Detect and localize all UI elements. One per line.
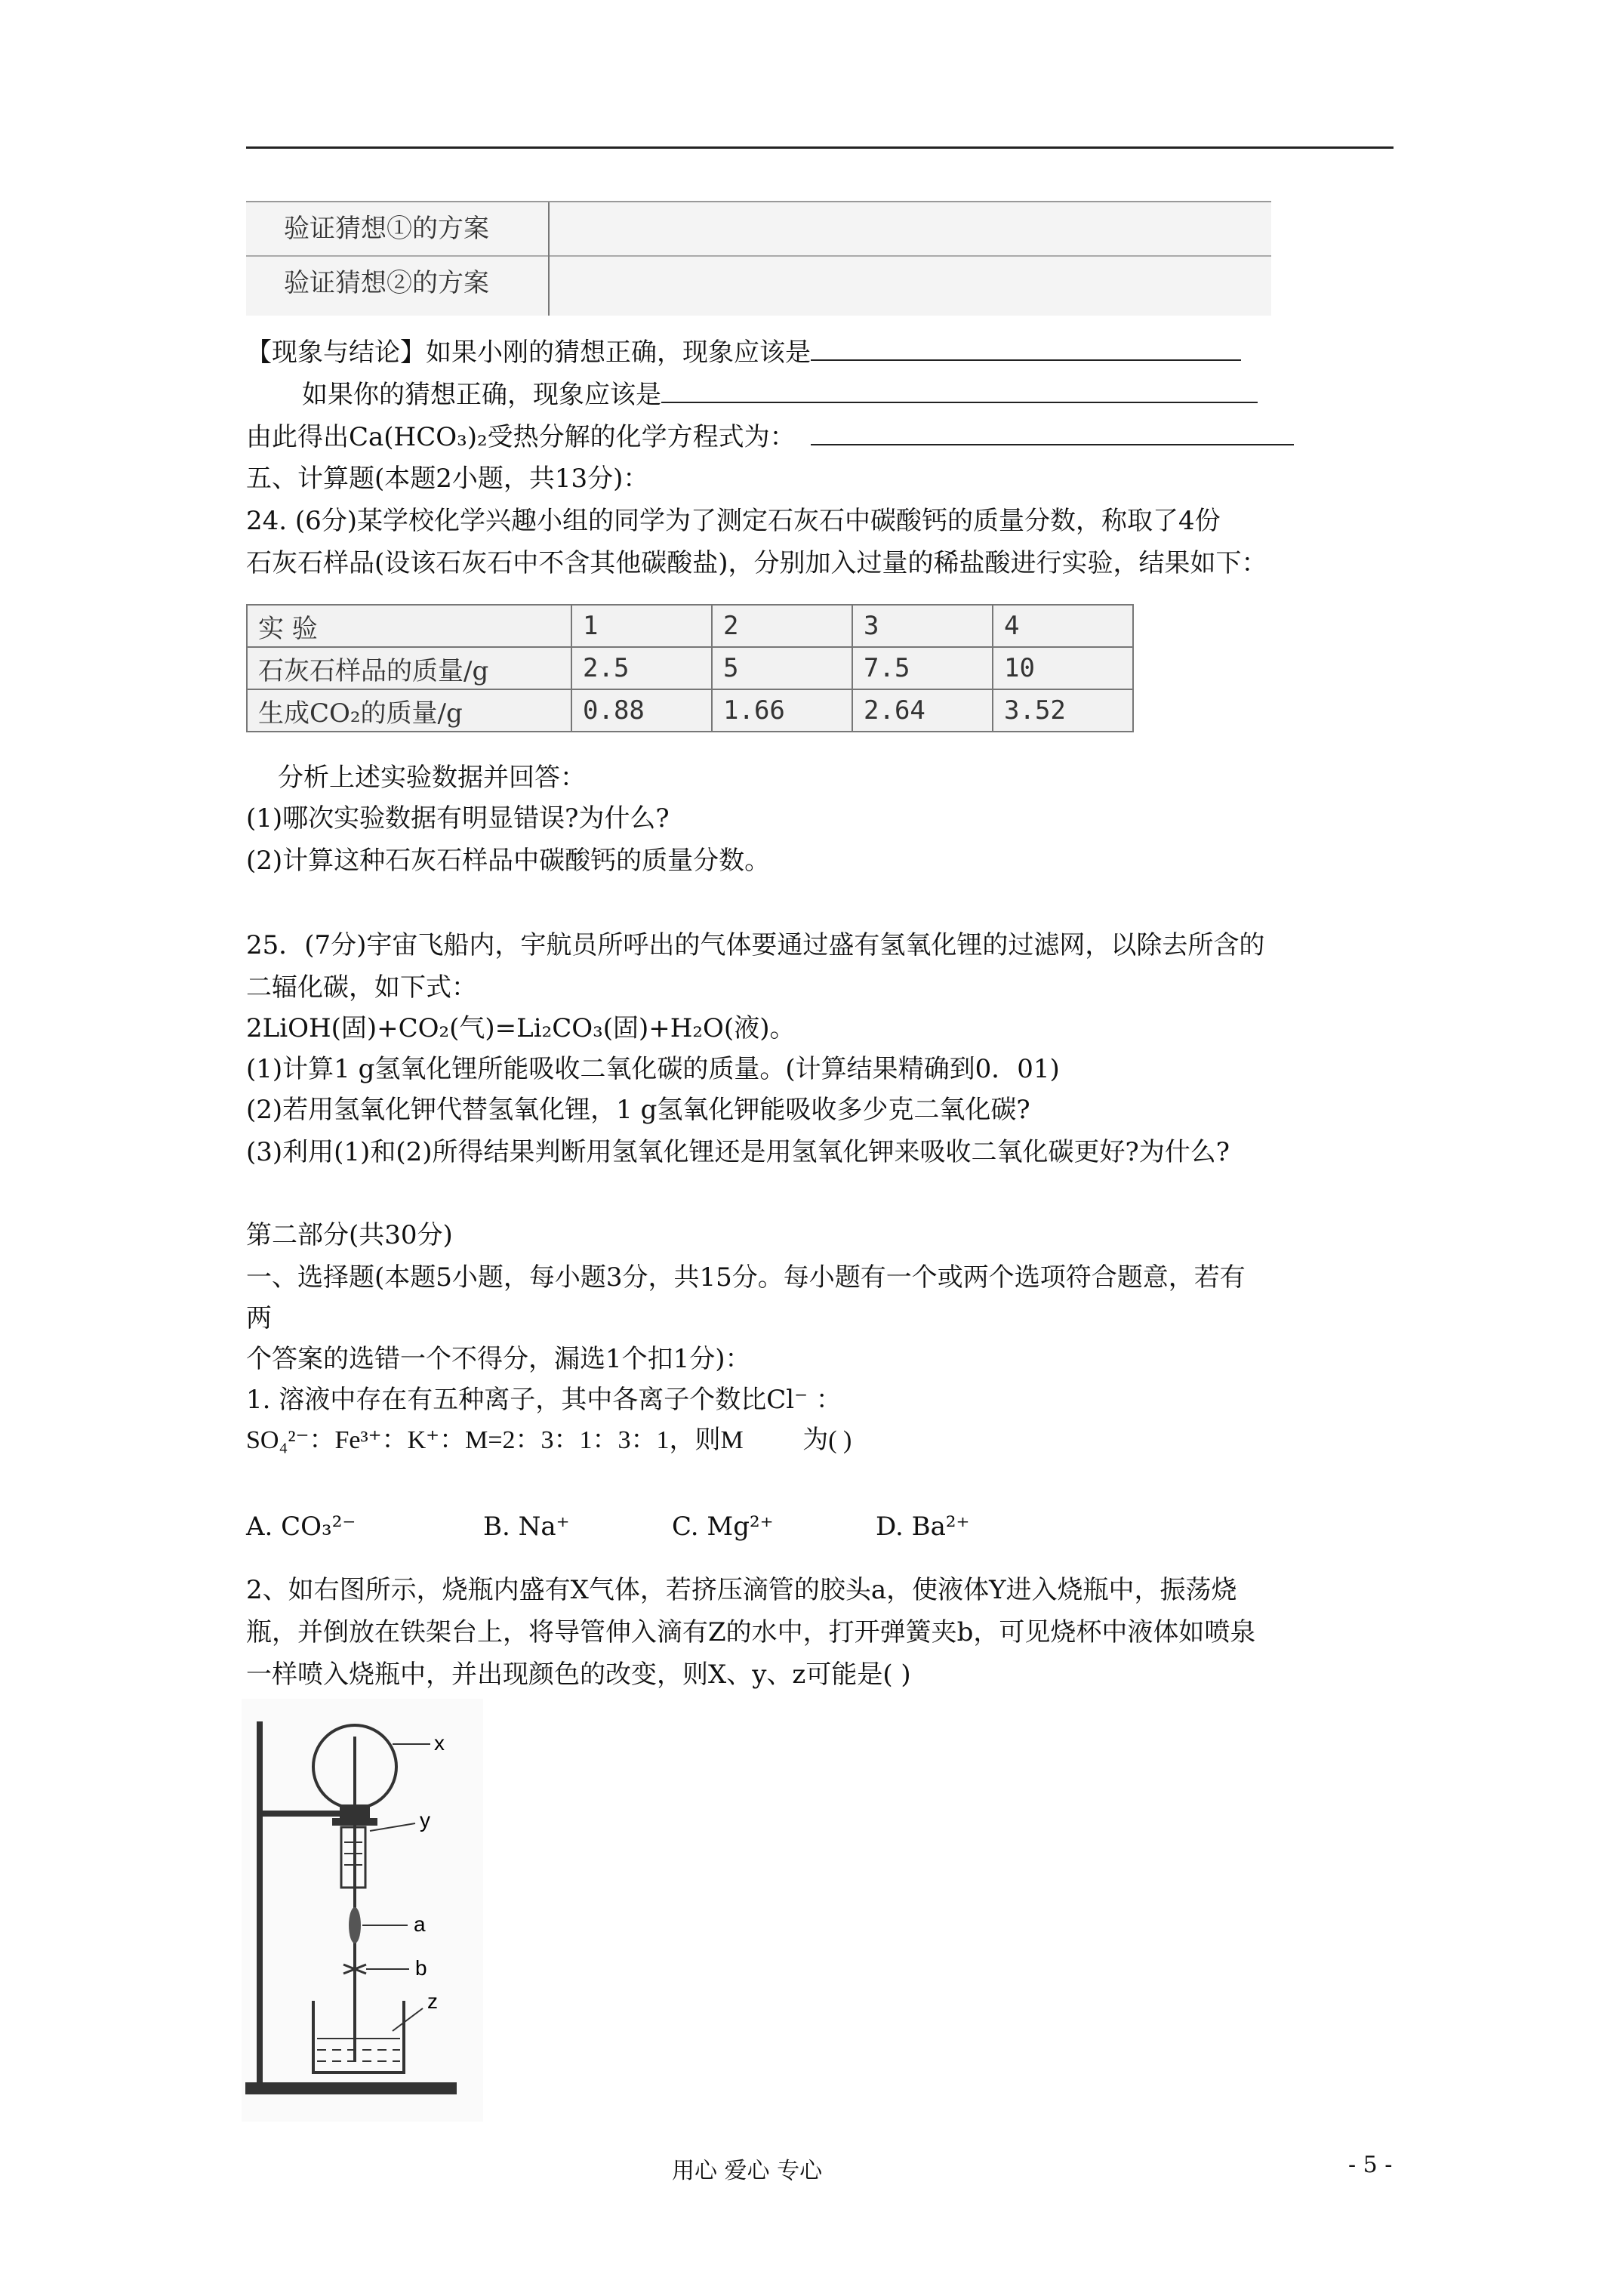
mc-instructions-2: 两 — [246, 1303, 272, 1333]
table-cell: 5 — [712, 647, 852, 689]
q25-line-2: 二辐化碳，如下式： — [246, 972, 477, 1003]
conclusion-line-1 — [246, 337, 1241, 368]
q25-line-1: 25．(7分)宇宙飞船内，宇航员所呼出的气体要通过盛有氢氧化锂的过滤网，以除去所含的 — [246, 930, 1265, 960]
table-row — [246, 202, 1271, 257]
table-row — [247, 647, 1133, 689]
plan-1-label: 验证猜想①的方案 — [284, 214, 489, 244]
column-divider — [548, 202, 550, 316]
header-cell: 3 — [852, 605, 993, 647]
q1-ratio-text: SO₄²⁻：Fe³⁺：K⁺：M=2：3：1：3：1，则M — [246, 1426, 744, 1454]
mc-instructions-1: 一、选择题(本题5小题，每小题3分，共15分。每小题有一个或两个选项符合题意，若有 — [246, 1262, 1246, 1293]
row-label: 生成CO₂的质量/g — [247, 689, 571, 732]
q25-sub-3: (3)利用(1)和(2)所得结果判断用氢氧化锂还是用氢氧化钾来吸收二氧化碳更好?为什么? — [246, 1137, 1230, 1167]
table-cell: 0.88 — [571, 689, 712, 732]
table-cell: 2.64 — [852, 689, 993, 732]
conclusion-text-2: 如果你的猜想正确，现象应该是 — [302, 380, 661, 410]
q25-sub-2: (2)若用氢氧化钾代替氢氧化锂，1 g氢氧化钾能吸收多少克二氧化碳? — [246, 1095, 1030, 1125]
fountain-apparatus-figure — [242, 1699, 483, 2122]
answer-blank[interactable] — [661, 379, 1258, 403]
table-cell: 7.5 — [852, 647, 993, 689]
answer-blank[interactable] — [811, 421, 1294, 445]
q24-sub-2: (2)计算这种石灰石样品中碳酸钙的质量分数。 — [246, 846, 771, 876]
header-cell: 1 — [571, 605, 712, 647]
table-cell: 10 — [993, 647, 1133, 689]
q24-line-2: 石灰石样品(设该石灰石中不含其他碳酸盐)，分别加入过量的稀盐酸进行实验，结果如下： — [246, 548, 1267, 578]
table-cell: 3.52 — [993, 689, 1133, 732]
option-a[interactable]: A. CO₃²⁻ — [246, 1512, 356, 1542]
label-a: a — [414, 1912, 426, 1936]
conclusion-line-3 — [246, 421, 1294, 452]
option-b[interactable]: B. Na⁺ — [483, 1512, 570, 1542]
scan-table-plan — [246, 201, 1271, 316]
answer-blank[interactable] — [811, 337, 1241, 361]
header-rule — [246, 146, 1394, 149]
mc-instructions-3: 个答案的选错一个不得分，漏选1个扣1分)： — [246, 1344, 751, 1374]
table-row — [247, 605, 1133, 647]
option-d[interactable]: D. Ba²⁺ — [876, 1512, 970, 1542]
table-cell: 1.66 — [712, 689, 852, 732]
q1-stem: 1. 溶液中存在有五种离子，其中各离子个数比Cl⁻ ： — [246, 1385, 842, 1415]
table-row — [246, 257, 1271, 310]
conclusion-text-3: 由此得出Ca(HCO₃)₂受热分解的化学方程式为： — [246, 422, 796, 452]
footer-motto: 用心 爱心 专心 — [672, 2158, 823, 2184]
option-c[interactable]: C. Mg²⁺ — [672, 1512, 774, 1542]
row-label: 石灰石样品的质量/g — [247, 647, 571, 689]
label-y: y — [420, 1808, 430, 1832]
header-cell: 实 验 — [247, 605, 571, 647]
experiment-table — [246, 604, 1134, 732]
q2-line-2: 瓶，并倒放在铁架台上，将导管伸入滴有Z的水中，打开弹簧夹b，可见烧杯中液体如喷泉 — [246, 1617, 1256, 1647]
q25-sub-1: (1)计算1 g氢氧化锂所能吸收二氧化碳的质量。(计算结果精确到0．01) — [246, 1054, 1060, 1084]
q24-sub-1: (1)哪次实验数据有明显错误?为什么? — [246, 803, 670, 834]
label-b: b — [415, 1956, 427, 1980]
conclusion-line-2 — [302, 379, 1258, 410]
q25-equation: 2LiOH(固)+CO₂(气)=Li₂CO₃(固)+H₂O(液)。 — [246, 1013, 796, 1043]
q2-line-3: 一样喷入烧瓶中，并出现颜色的改变，则X、y、z可能是( ) — [246, 1660, 911, 1690]
q1-ratio — [246, 1425, 852, 1456]
conclusion-text-1: 【现象与结论】如果小刚的猜想正确，现象应该是 — [246, 337, 811, 368]
q24-intro: 分析上述实验数据并回答： — [278, 763, 586, 793]
page-number: - 5 - — [1348, 2152, 1393, 2178]
header-cell: 4 — [993, 605, 1133, 647]
q1-answer-paren: 为( ) — [802, 1426, 852, 1454]
q2-line-1: 2、如右图所示，烧瓶内盛有X气体，若挤压滴管的胶头a，使液体Y进入烧瓶中，振荡烧 — [246, 1575, 1237, 1605]
q24-line-1: 24. (6分)某学校化学兴趣小组的同学为了测定石灰石中碳酸钙的质量分数，称取了4份 — [246, 506, 1221, 536]
plan-2-label: 验证猜想②的方案 — [284, 268, 489, 298]
table-cell: 2.5 — [571, 647, 712, 689]
section5-title: 五、计算题(本题2小题，共13分)： — [246, 464, 649, 494]
label-z: z — [427, 1989, 438, 2013]
table-row — [247, 689, 1133, 732]
header-cell: 2 — [712, 605, 852, 647]
label-x: x — [434, 1731, 445, 1755]
part2-title: 第二部分(共30分) — [246, 1220, 453, 1250]
